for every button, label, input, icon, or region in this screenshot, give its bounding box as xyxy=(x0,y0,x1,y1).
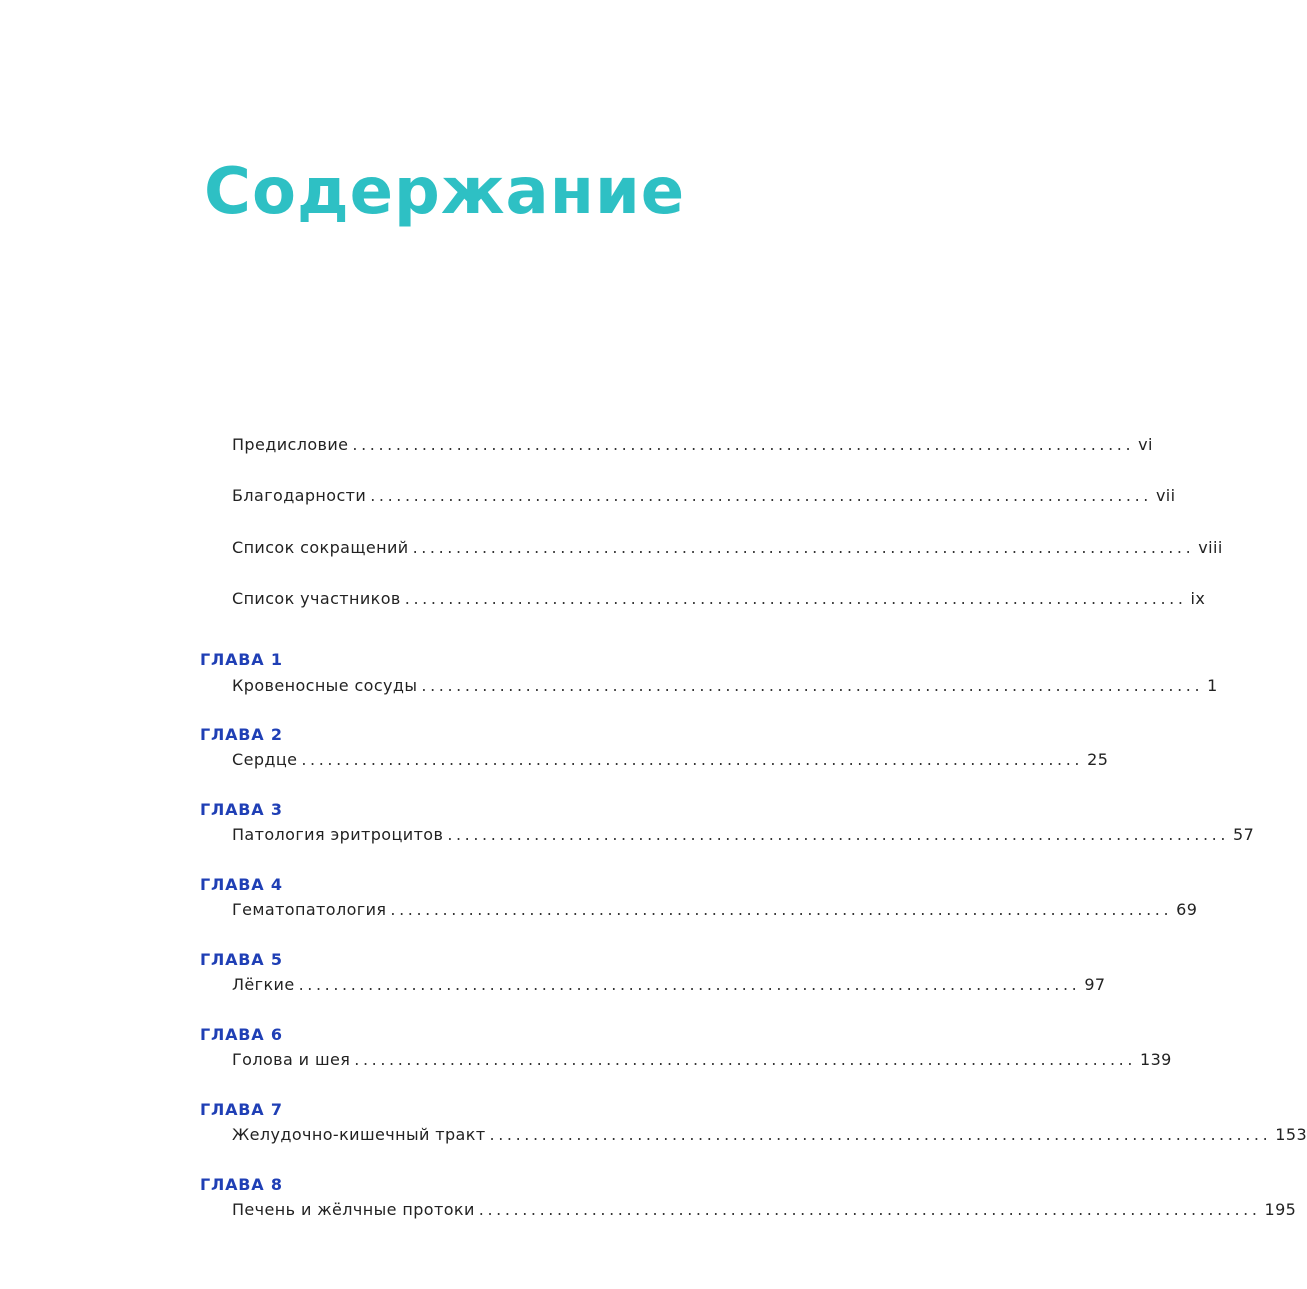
toc-page-number: 57 xyxy=(1233,825,1255,844)
chapter-heading: ГЛАВА 3 xyxy=(200,800,283,819)
toc-entry-label: Благодарности xyxy=(232,486,367,505)
toc-page-number: 139 xyxy=(1140,1050,1172,1069)
toc-page-number: vi xyxy=(1138,435,1153,454)
toc-entry-label: Лёгкие xyxy=(232,975,295,994)
toc-page-number: 69 xyxy=(1176,900,1198,919)
toc-entry-label: Патология эритроцитов xyxy=(232,825,444,844)
toc-entry-chapter-8[interactable] xyxy=(232,1198,1297,1222)
toc-entry-label: Голова и шея xyxy=(232,1050,351,1069)
toc-page-number: 97 xyxy=(1084,975,1106,994)
dot-leader: .......................................................................................... xyxy=(447,825,1230,844)
page-title: Содержание xyxy=(204,155,686,229)
dot-leader: .......................................................................................... xyxy=(301,750,1084,769)
toc-page-number: 1 xyxy=(1207,676,1218,695)
dot-leader: .......................................................................................... xyxy=(412,538,1195,557)
toc-entry-label: Список участников xyxy=(232,589,401,608)
dot-leader: .......................................................................................... xyxy=(421,676,1204,695)
chapter-heading: ГЛАВА 8 xyxy=(200,1175,283,1194)
toc-entry-label: Печень и жёлчные протоки xyxy=(232,1200,475,1219)
toc-entry-contributors[interactable] xyxy=(232,587,1206,611)
dot-leader: .......................................................................................... xyxy=(298,975,1081,994)
toc-page-number: 195 xyxy=(1264,1200,1297,1219)
toc-entry-label: Сердце xyxy=(232,750,298,769)
toc-page-number: vii xyxy=(1155,486,1176,505)
chapter-heading: ГЛАВА 5 xyxy=(200,950,283,969)
toc-entry-chapter-6[interactable] xyxy=(232,1048,1172,1072)
toc-entry-acknowledgements[interactable] xyxy=(232,484,1176,508)
toc-entry-abbreviations[interactable] xyxy=(232,536,1223,560)
toc-entry-chapter-3[interactable] xyxy=(232,823,1255,847)
toc-page-number: ix xyxy=(1190,589,1206,608)
dot-leader: .......................................................................................... xyxy=(370,486,1152,505)
toc-entry-label: Кровеносные сосуды xyxy=(232,676,418,695)
dot-leader: .......................................................................................... xyxy=(352,435,1135,454)
toc-entry-label: Желудочно-кишечный тракт xyxy=(232,1125,486,1144)
toc-page-number: viii xyxy=(1198,538,1223,557)
toc-page-number: 25 xyxy=(1087,750,1109,769)
chapter-heading: ГЛАВА 1 xyxy=(200,650,283,669)
toc-entry-preface[interactable] xyxy=(232,433,1153,457)
chapter-heading: ГЛАВА 7 xyxy=(200,1100,283,1119)
dot-leader: .......................................................................................... xyxy=(478,1200,1261,1219)
toc-entry-chapter-2[interactable] xyxy=(232,748,1109,772)
chapter-heading: ГЛАВА 6 xyxy=(200,1025,283,1044)
toc-entry-chapter-5[interactable] xyxy=(232,973,1106,997)
toc-entry-label: Гематопатология xyxy=(232,900,387,919)
chapter-heading: ГЛАВА 2 xyxy=(200,725,283,744)
toc-entry-chapter-1[interactable] xyxy=(232,674,1218,698)
toc-entry-label: Предисловие xyxy=(232,435,349,454)
chapter-heading: ГЛАВА 4 xyxy=(200,875,283,894)
dot-leader: .......................................................................................... xyxy=(489,1125,1272,1144)
toc-entry-label: Список сокращений xyxy=(232,538,409,557)
dot-leader: .......................................................................................... xyxy=(404,589,1187,608)
dot-leader: .......................................................................................... xyxy=(390,900,1173,919)
toc-entry-chapter-4[interactable] xyxy=(232,898,1198,922)
dot-leader: .......................................................................................... xyxy=(354,1050,1137,1069)
toc-entry-chapter-7[interactable] xyxy=(232,1123,1307,1147)
toc-page-number: 153 xyxy=(1275,1125,1307,1144)
